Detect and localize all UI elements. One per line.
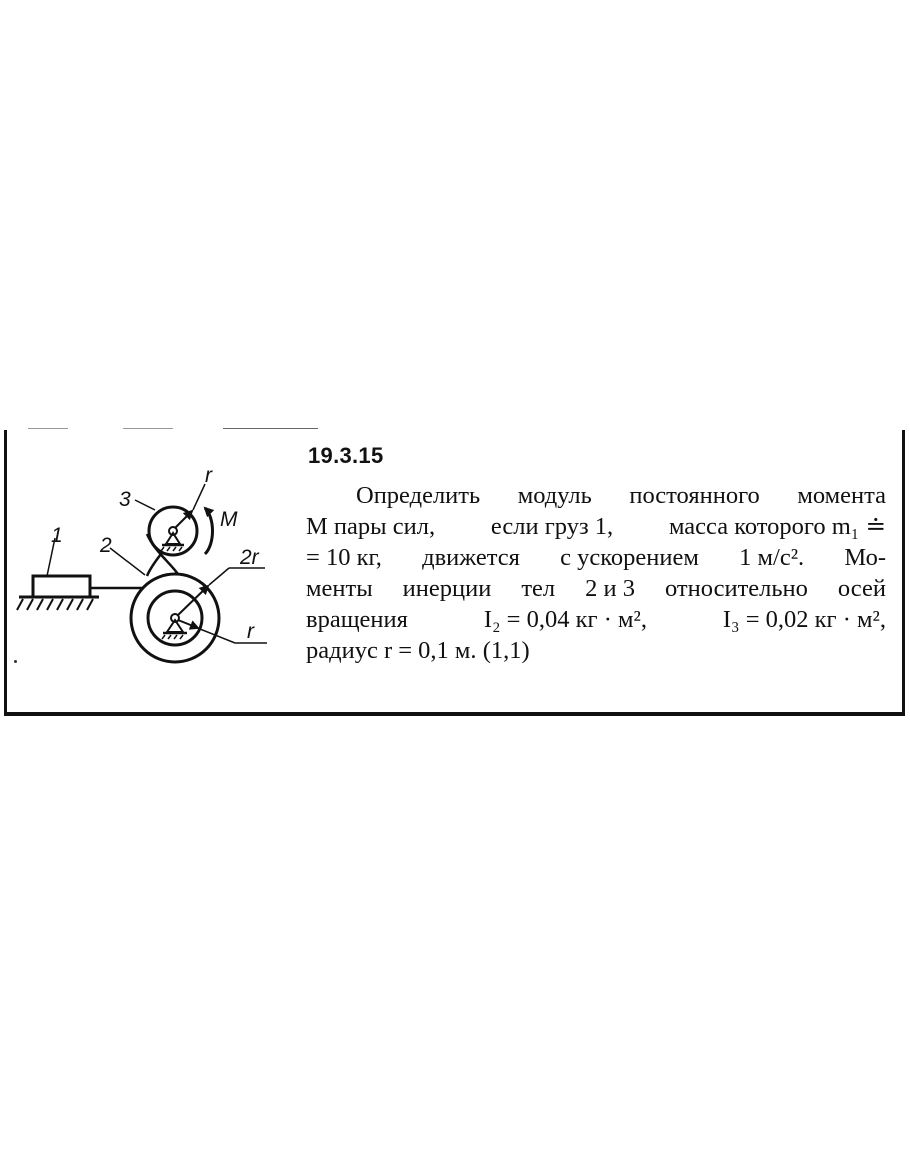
- leader-2r: [209, 568, 229, 585]
- label-radius-r-top: r: [205, 464, 212, 487]
- statement-word: с ускорением: [560, 544, 699, 571]
- statement-word: 2 и 3: [585, 575, 635, 602]
- statement-word: относительно: [664, 575, 808, 602]
- statement-word: инерции: [402, 575, 492, 602]
- leader-3: [135, 500, 155, 510]
- statement-word: тел: [521, 575, 556, 602]
- mechanism-figure: [15, 458, 285, 678]
- statement-word: Определить: [356, 482, 481, 509]
- statement-line-6: [306, 635, 886, 666]
- leader-r-top: [193, 484, 205, 510]
- statement-word: момента: [797, 482, 886, 509]
- statement-word: = 10 кг,: [306, 544, 382, 571]
- statement-word: движется: [422, 544, 520, 571]
- statement-word: модуль: [517, 482, 592, 509]
- statement-word: Мо-: [844, 544, 886, 571]
- label-pulley-2: 2: [100, 534, 112, 557]
- statement-line-5: [306, 604, 886, 635]
- statement-line-2: [306, 511, 886, 542]
- frame-left-edge: [4, 430, 7, 715]
- statement-word: M пары сил,: [306, 513, 436, 540]
- statement-word: менты: [306, 575, 373, 602]
- moment-arrow: [205, 508, 213, 554]
- statement-word: вращения: [306, 606, 408, 633]
- problem-number: 19.3.15: [308, 443, 384, 468]
- statement-word: постоянного: [629, 482, 760, 509]
- frame-right-edge: [902, 430, 905, 715]
- statement-word: осей: [837, 575, 886, 602]
- answer-hint: (1,1): [482, 637, 530, 664]
- label-radius-r: r: [247, 620, 254, 643]
- leader-2: [110, 548, 145, 575]
- statement-line-3: [306, 542, 886, 573]
- statement-word: 1 м/с².: [739, 544, 805, 571]
- statement-word: I₂ = 0,04 кг · м²,: [483, 606, 647, 633]
- label-pulley-3: 3: [119, 488, 131, 511]
- statement-line-4: [306, 573, 886, 604]
- block-1: [33, 576, 90, 597]
- frame-bottom-edge: [4, 712, 905, 716]
- statement-word: масса которого m₁ ≐: [668, 513, 886, 540]
- statement-word: радиус r = 0,1 м.: [306, 637, 477, 664]
- statement-line-1: [306, 480, 886, 511]
- label-moment-m: M: [220, 508, 238, 531]
- label-block-1: 1: [51, 524, 63, 547]
- ground-hatching: [17, 597, 99, 610]
- statement-word: если груз 1,: [490, 513, 614, 540]
- label-radius-2r: 2r: [240, 546, 259, 569]
- statement-word: I₃ = 0,02 кг · м²,: [722, 606, 886, 633]
- problem-statement: [306, 480, 886, 666]
